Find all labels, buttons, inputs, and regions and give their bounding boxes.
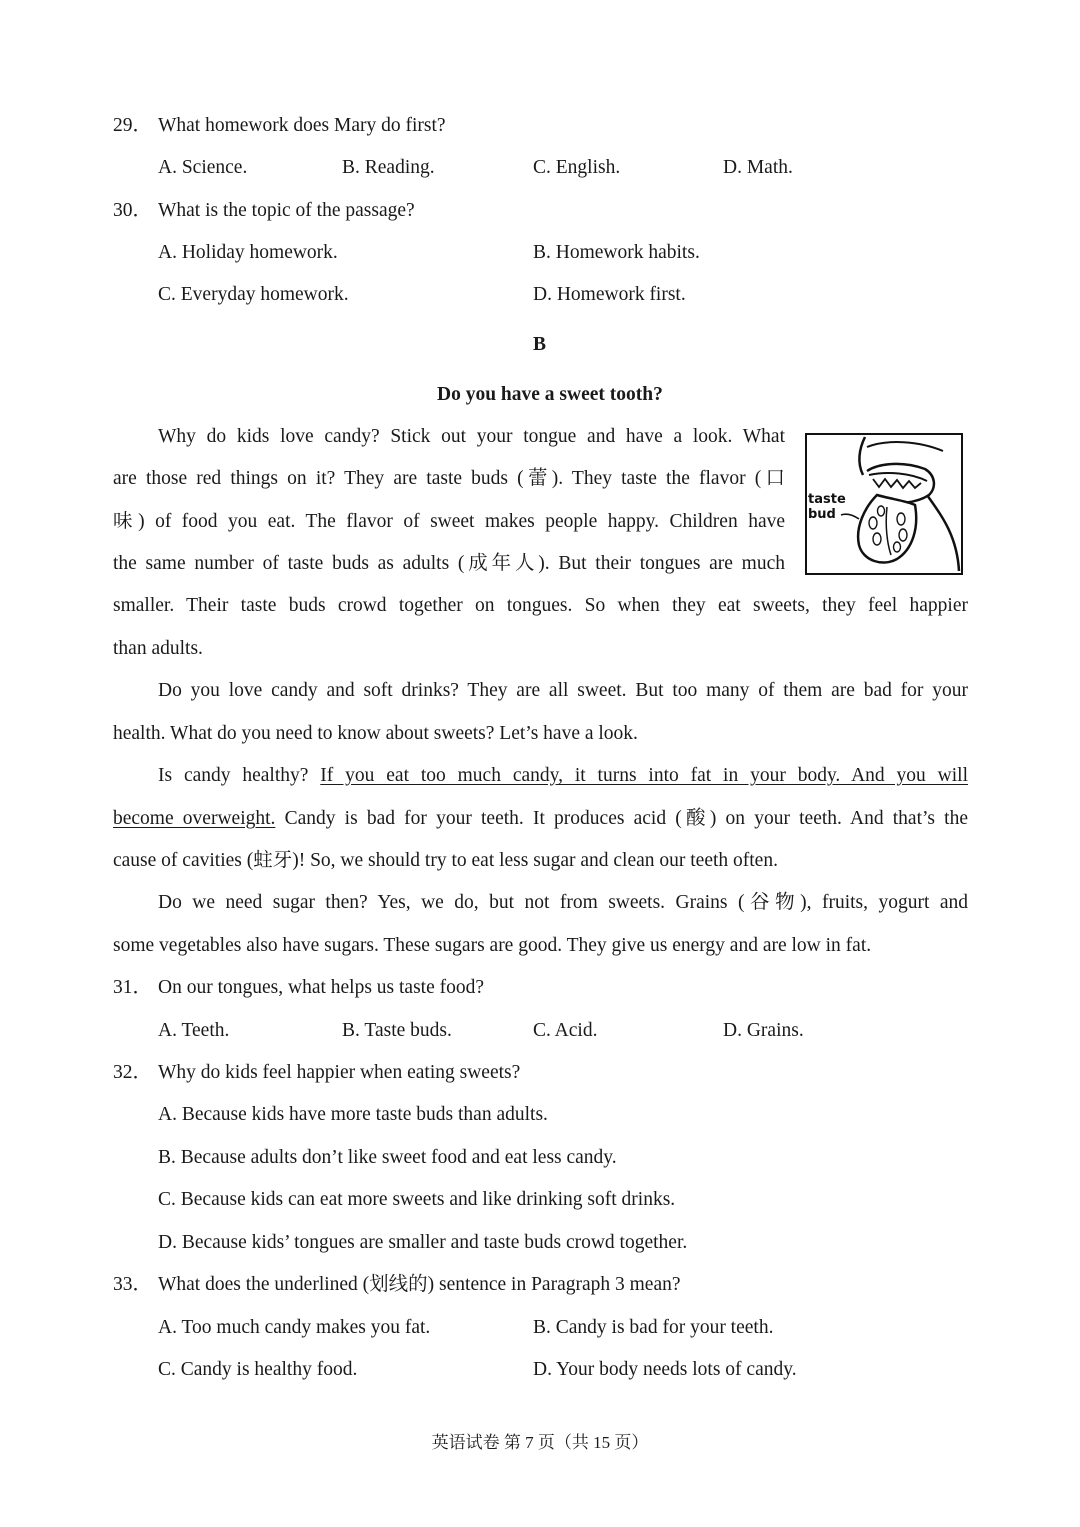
tongue-illustration [805, 433, 963, 575]
passage-p1-line-6: than adults. [113, 638, 203, 659]
question-31-option-b: B. Taste buds. [342, 1020, 452, 1041]
passage-p3-line2-rest: Candy is bad for your teeth. It produces acid (酸) on your teeth. And that’s the [275, 808, 968, 829]
passage-p1-line-4: the same number of taste buds as adults (成年人). But their tongues are much [113, 553, 785, 574]
taste-label-line2: bud [808, 507, 836, 522]
underlined-sentence-part-1: If you eat too much candy, it turns into fat in your body. And you will [320, 765, 968, 786]
passage-p4-line-1: Do we need sugar then? Yes, we do, but not from sweets. Grains (谷物), fruits, yogurt and [158, 892, 968, 913]
tongue-icon [807, 435, 961, 573]
question-29-option-b: B. Reading. [342, 157, 435, 178]
passage-p2-line-1: Do you love candy and soft drinks? They are all sweet. But too many of them are bad for your [158, 680, 968, 701]
question-30-stem: What is the topic of the passage? [158, 200, 415, 221]
passage-p1-line-1: Why do kids love candy? Stick out your tongue and have a look. What [158, 426, 785, 447]
passage-title: Do you have a sweet tooth? [437, 384, 663, 405]
question-29-option-a: A. Science. [158, 157, 248, 178]
question-33-option-b: B. Candy is bad for your teeth. [533, 1317, 774, 1338]
question-33-stem: What does the underlined (划线的) sentence in Paragraph 3 mean? [158, 1274, 681, 1295]
page-footer: 英语试卷 第 7 页（共 15 页） [431, 1433, 649, 1452]
question-33-option-c: C. Candy is healthy food. [158, 1359, 358, 1380]
question-32-option-c: C. Because kids can eat more sweets and like drinking soft drinks. [158, 1189, 676, 1210]
question-29-option-c: C. English. [533, 157, 621, 178]
question-31-stem: On our tongues, what helps us taste food? [158, 977, 485, 998]
question-31-option-a: A. Teeth. [158, 1020, 230, 1041]
question-32-stem: Why do kids feel happier when eating sweets? [158, 1062, 521, 1083]
passage-p3-line1-start: Is candy healthy? [158, 765, 321, 786]
question-31-option-d: D. Grains. [723, 1020, 804, 1041]
question-32-option-a: A. Because kids have more taste buds than adults. [158, 1104, 548, 1125]
passage-p2-line-2: health. What do you need to know about sweets? Let’s have a look. [113, 723, 638, 744]
passage-p1-line-3: 味) of food you eat. The flavor of sweet makes people happy. Children have [113, 511, 785, 532]
passage-p4-line-2: some vegetables also have sugars. These sugars are good. They give us energy and are low in fat. [113, 935, 872, 956]
taste-label-line1: taste [808, 492, 846, 507]
underlined-sentence-part-2: become overweight. [113, 808, 276, 829]
question-30-option-d: D. Homework first. [533, 284, 686, 305]
passage-p3-line-1 [158, 766, 968, 786]
question-30-number: 30． [113, 200, 153, 221]
question-32-number: 32． [113, 1062, 153, 1083]
question-31-option-c: C. Acid. [533, 1020, 598, 1041]
question-29-stem: What homework does Mary do first? [158, 115, 446, 136]
question-29-number: 29． [113, 115, 153, 136]
question-33-option-a: A. Too much candy makes you fat. [158, 1317, 431, 1338]
question-30-option-a: A. Holiday homework. [158, 242, 338, 263]
question-30-option-c: C. Everyday homework. [158, 284, 349, 305]
question-32-option-b: B. Because adults don’t like sweet food and eat less candy. [158, 1147, 617, 1168]
passage-p3-line-2 [113, 809, 968, 829]
question-33-number: 33． [113, 1274, 153, 1295]
passage-p1-line-5: smaller. Their taste buds crowd together on tongues. So when they eat sweets, they feel happier [113, 595, 968, 616]
passage-p3-line-3: cause of cavities (蛀牙)! So, we should try to eat less sugar and clean our teeth often. [113, 850, 778, 871]
question-31-number: 31． [113, 977, 153, 998]
section-label: B [533, 334, 547, 355]
question-32-option-d: D. Because kids’ tongues are smaller and taste buds crowd together. [158, 1232, 688, 1253]
question-33-option-d: D. Your body needs lots of candy. [533, 1359, 797, 1380]
question-29-option-d: D. Math. [723, 157, 793, 178]
question-30-option-b: B. Homework habits. [533, 242, 700, 263]
passage-p1-line-2: are those red things on it? They are taste buds (蕾). They taste the flavor (口 [113, 468, 785, 489]
